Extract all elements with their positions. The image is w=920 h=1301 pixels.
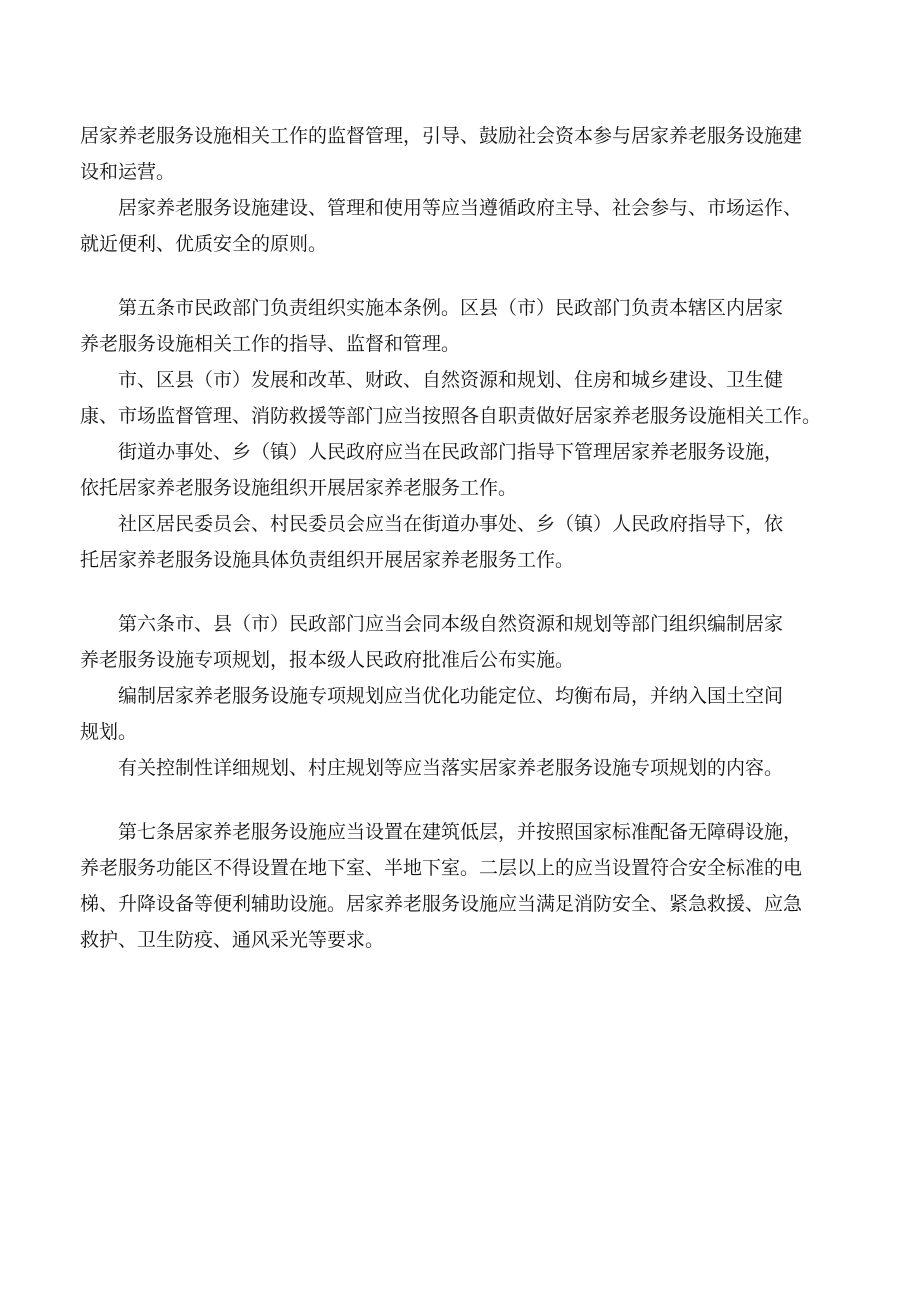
text-line: 编制居家养老服务设施专项规划应当优化功能定位、均衡布局，并纳入国土空间 — [118, 685, 784, 707]
text-line: 梯、升降设备等便利辅助设施。居家养老服务设施应当满足消防安全、紧急救援、应急 — [80, 893, 803, 915]
article-6-heading-line: 第六条市、县（市）民政部门应当会同本级自然资源和规划等部门组织编制居家 — [118, 613, 784, 635]
paragraph-gap — [80, 786, 840, 814]
text-line: 就近便利、优质安全的原则。 — [80, 233, 328, 255]
article-5-heading-line: 第五条市民政部门负责组织实施本条例。区县（市）民政部门负责本辖区内居家 — [118, 297, 784, 319]
article-7-heading-line: 第七条居家养老服务设施应当设置在建筑低层，并按照国家标准配备无障碍设施， — [118, 821, 803, 843]
text-line: 规划。 — [80, 721, 138, 743]
document-body — [80, 118, 840, 958]
text-line: 养老服务设施相关工作的指导、监督和管理。 — [80, 333, 461, 355]
text-line: 居家养老服务设施相关工作的监督管理，引导、鼓励社会资本参与居家养老服务设施建 — [80, 125, 803, 147]
text-line: 依托居家养老服务设施组织开展居家养老服务工作。 — [80, 477, 518, 499]
text-line: 救护、卫生防疫、通风采光等要求。 — [80, 929, 385, 951]
text-line: 养老服务功能区不得设置在地下室、半地下室。二层以上的应当设置符合安全标准的电 — [80, 857, 803, 879]
text-line: 康、市场监督管理、消防救援等部门应当按照各自职责做好居家养老服务设施相关工作。 — [80, 405, 822, 427]
paragraph-gap — [80, 262, 840, 290]
text-line: 有关控制性详细规划、村庄规划等应当落实居家养老服务设施专项规划的内容。 — [118, 757, 784, 779]
text-line: 社区居民委员会、村民委员会应当在街道办事处、乡（镇）人民政府指导下，依 — [118, 513, 784, 535]
text-line: 托居家养老服务设施具体负责组织开展居家养老服务工作。 — [80, 549, 575, 571]
text-line: 养老服务设施专项规划，报本级人民政府批准后公布实施。 — [80, 649, 575, 671]
paragraph-gap — [80, 578, 840, 606]
text-line: 居家养老服务设施建设、管理和使用等应当遵循政府主导、社会参与、市场运作、 — [118, 197, 803, 219]
text-line: 设和运营。 — [80, 161, 176, 183]
text-line: 市、区县（市）发展和改革、财政、自然资源和规划、住房和城乡建设、卫生健 — [118, 369, 784, 391]
text-line: 街道办事处、乡（镇）人民政府应当在民政部门指导下管理居家养老服务设施， — [118, 441, 784, 463]
